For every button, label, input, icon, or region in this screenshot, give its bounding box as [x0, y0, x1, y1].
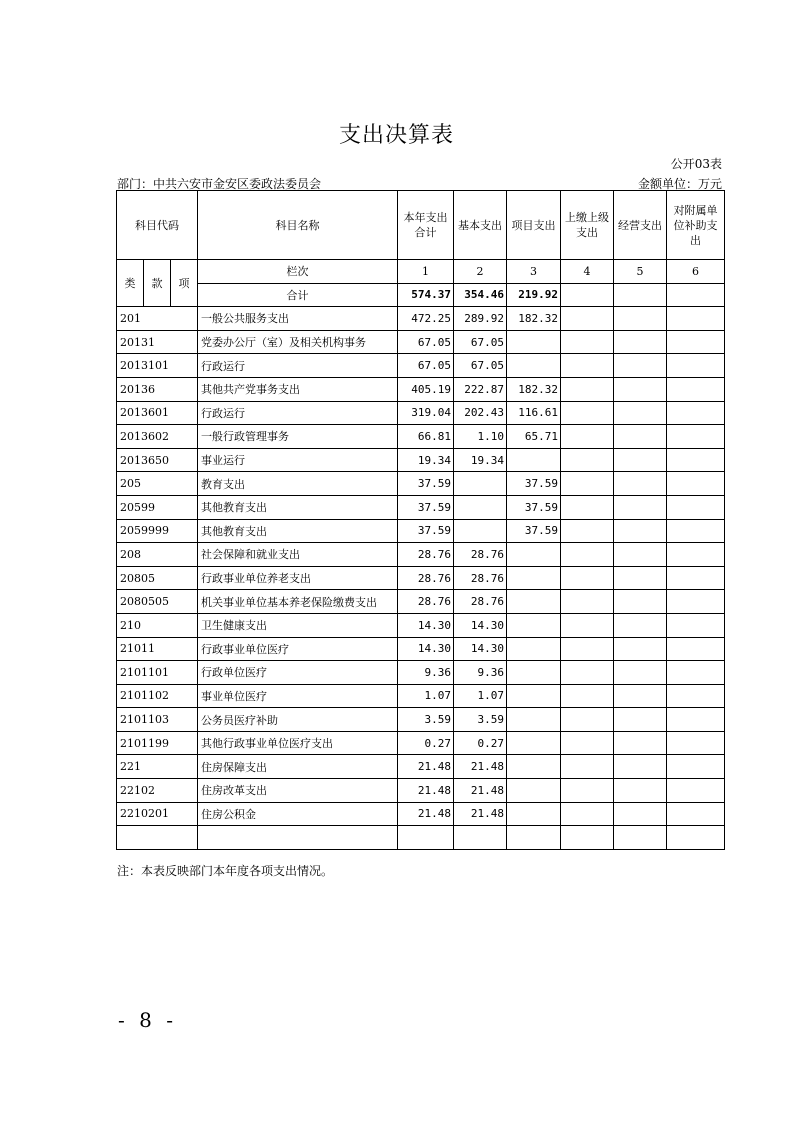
row-name: 其他共产党事务支出 — [198, 377, 398, 401]
totals-row — [117, 283, 725, 307]
row-total: 28.76 — [398, 543, 454, 567]
empty-cell — [614, 826, 667, 850]
row-name: 机关事业单位基本养老保险缴费支出 — [198, 590, 398, 614]
table-row — [117, 590, 725, 614]
row-business — [614, 307, 667, 331]
row-upper — [561, 425, 614, 449]
row-upper — [561, 472, 614, 496]
header-subject-code: 科目代码 — [117, 191, 198, 260]
row-business — [614, 779, 667, 803]
totals-business — [614, 283, 667, 307]
row-code: 2013601 — [117, 401, 198, 425]
row-basic: 14.30 — [454, 637, 507, 661]
row-total: 21.48 — [398, 755, 454, 779]
totals-subsidy — [667, 283, 725, 307]
row-subsidy — [667, 684, 725, 708]
table-row — [117, 377, 725, 401]
row-business — [614, 590, 667, 614]
row-business — [614, 802, 667, 826]
row-subsidy — [667, 590, 725, 614]
page-number: - 8 - — [118, 1008, 177, 1032]
row-business — [614, 425, 667, 449]
row-basic: 202.43 — [454, 401, 507, 425]
row-upper — [561, 401, 614, 425]
row-basic: 67.05 — [454, 354, 507, 378]
row-name: 社会保障和就业支出 — [198, 543, 398, 567]
row-business — [614, 684, 667, 708]
row-upper — [561, 755, 614, 779]
row-basic — [454, 519, 507, 543]
table-row — [117, 425, 725, 449]
row-upper — [561, 708, 614, 732]
row-code: 20131 — [117, 330, 198, 354]
row-upper — [561, 802, 614, 826]
expenditure-table — [116, 190, 725, 850]
header-lei: 类 — [117, 260, 144, 307]
header-project: 项目支出 — [507, 191, 561, 260]
row-basic: 21.48 — [454, 802, 507, 826]
row-upper — [561, 684, 614, 708]
row-code: 221 — [117, 755, 198, 779]
table-row — [117, 566, 725, 590]
row-name: 教育支出 — [198, 472, 398, 496]
row-code: 20805 — [117, 566, 198, 590]
row-project — [507, 448, 561, 472]
empty-cell — [398, 826, 454, 850]
table-row — [117, 401, 725, 425]
row-business — [614, 731, 667, 755]
row-project: 116.61 — [507, 401, 561, 425]
row-project — [507, 708, 561, 732]
row-basic: 3.59 — [454, 708, 507, 732]
row-subsidy — [667, 519, 725, 543]
row-total: 66.81 — [398, 425, 454, 449]
table-row — [117, 543, 725, 567]
row-upper — [561, 448, 614, 472]
row-basic — [454, 472, 507, 496]
row-project — [507, 590, 561, 614]
empty-cell — [667, 826, 725, 850]
row-total: 405.19 — [398, 377, 454, 401]
table-row — [117, 755, 725, 779]
row-name: 行政事业单位养老支出 — [198, 566, 398, 590]
row-basic: 222.87 — [454, 377, 507, 401]
row-project — [507, 802, 561, 826]
row-subsidy — [667, 354, 725, 378]
row-name: 一般公共服务支出 — [198, 307, 398, 331]
row-basic: 19.34 — [454, 448, 507, 472]
row-total: 319.04 — [398, 401, 454, 425]
row-total: 1.07 — [398, 684, 454, 708]
row-total: 37.59 — [398, 472, 454, 496]
header-business: 经营支出 — [614, 191, 667, 260]
row-subsidy — [667, 377, 725, 401]
row-upper — [561, 307, 614, 331]
empty-cell — [198, 826, 398, 850]
row-code: 20599 — [117, 495, 198, 519]
row-total: 3.59 — [398, 708, 454, 732]
row-subsidy — [667, 401, 725, 425]
row-project: 182.32 — [507, 307, 561, 331]
row-code: 21011 — [117, 637, 198, 661]
table-row — [117, 684, 725, 708]
row-name: 事业运行 — [198, 448, 398, 472]
row-project — [507, 684, 561, 708]
row-total: 472.25 — [398, 307, 454, 331]
totals-total: 574.37 — [398, 283, 454, 307]
row-subsidy — [667, 307, 725, 331]
row-upper — [561, 519, 614, 543]
row-code: 2013602 — [117, 425, 198, 449]
row-business — [614, 613, 667, 637]
row-basic: 21.48 — [454, 755, 507, 779]
row-total: 9.36 — [398, 661, 454, 685]
row-code: 2210201 — [117, 802, 198, 826]
row-subsidy — [667, 708, 725, 732]
row-basic: 14.30 — [454, 613, 507, 637]
row-project — [507, 566, 561, 590]
row-upper — [561, 590, 614, 614]
row-subsidy — [667, 543, 725, 567]
row-project — [507, 731, 561, 755]
row-subsidy — [667, 661, 725, 685]
row-business — [614, 472, 667, 496]
row-code: 205 — [117, 472, 198, 496]
row-total: 21.48 — [398, 802, 454, 826]
table-row — [117, 661, 725, 685]
table-row — [117, 448, 725, 472]
row-subsidy — [667, 731, 725, 755]
row-name: 行政单位医疗 — [198, 661, 398, 685]
row-upper — [561, 566, 614, 590]
row-subsidy — [667, 637, 725, 661]
row-code: 2013101 — [117, 354, 198, 378]
row-business — [614, 495, 667, 519]
row-total: 28.76 — [398, 590, 454, 614]
row-name: 行政事业单位医疗 — [198, 637, 398, 661]
row-business — [614, 448, 667, 472]
table-row — [117, 354, 725, 378]
row-business — [614, 519, 667, 543]
row-basic: 28.76 — [454, 566, 507, 590]
department-label: 部门：中共六安市金安区委政法委员会 — [117, 177, 322, 191]
row-basic: 9.36 — [454, 661, 507, 685]
row-project — [507, 543, 561, 567]
row-basic: 28.76 — [454, 590, 507, 614]
row-project — [507, 779, 561, 803]
row-code: 2101199 — [117, 731, 198, 755]
row-code: 210 — [117, 613, 198, 637]
row-code: 2080505 — [117, 590, 198, 614]
row-project — [507, 330, 561, 354]
row-total: 0.27 — [398, 731, 454, 755]
row-name: 行政运行 — [198, 354, 398, 378]
row-name: 卫生健康支出 — [198, 613, 398, 637]
row-subsidy — [667, 330, 725, 354]
row-business — [614, 401, 667, 425]
row-subsidy — [667, 448, 725, 472]
row-total: 37.59 — [398, 495, 454, 519]
row-code: 20136 — [117, 377, 198, 401]
row-name: 其他行政事业单位医疗支出 — [198, 731, 398, 755]
row-subsidy — [667, 613, 725, 637]
totals-basic: 354.46 — [454, 283, 507, 307]
row-code: 2101102 — [117, 684, 198, 708]
table-row — [117, 330, 725, 354]
row-name: 事业单位医疗 — [198, 684, 398, 708]
row-upper — [561, 779, 614, 803]
row-project: 37.59 — [507, 472, 561, 496]
row-project — [507, 661, 561, 685]
row-name: 党委办公厅（室）及相关机构事务 — [198, 330, 398, 354]
row-name: 公务员医疗补助 — [198, 708, 398, 732]
row-code: 2059999 — [117, 519, 198, 543]
row-business — [614, 661, 667, 685]
empty-cell — [454, 826, 507, 850]
header-subsidy: 对附属单位补助支出 — [667, 191, 725, 260]
col-index-1: 1 — [398, 260, 454, 284]
row-subsidy — [667, 425, 725, 449]
table-row — [117, 637, 725, 661]
row-project — [507, 354, 561, 378]
empty-row — [117, 826, 725, 850]
row-total: 14.30 — [398, 637, 454, 661]
table-note: 注：本表反映部门本年度各项支出情况。 — [117, 864, 334, 878]
unit-label: 金额单位：万元 — [637, 177, 722, 191]
header-xiang: 项 — [171, 260, 198, 307]
row-code: 2101101 — [117, 661, 198, 685]
table-row — [117, 708, 725, 732]
row-upper — [561, 661, 614, 685]
row-upper — [561, 330, 614, 354]
row-basic: 289.92 — [454, 307, 507, 331]
row-code: 2101103 — [117, 708, 198, 732]
row-project: 37.59 — [507, 495, 561, 519]
row-subsidy — [667, 755, 725, 779]
row-upper — [561, 377, 614, 401]
row-basic: 0.27 — [454, 731, 507, 755]
row-basic: 1.07 — [454, 684, 507, 708]
col-index-3: 3 — [507, 260, 561, 284]
row-project: 65.71 — [507, 425, 561, 449]
table-row — [117, 307, 725, 331]
row-code: 22102 — [117, 779, 198, 803]
row-total: 14.30 — [398, 613, 454, 637]
row-basic: 21.48 — [454, 779, 507, 803]
col-index-5: 5 — [614, 260, 667, 284]
header-lanci: 栏次 — [198, 260, 398, 284]
row-total: 67.05 — [398, 330, 454, 354]
table-row — [117, 495, 725, 519]
row-project — [507, 637, 561, 661]
table-row — [117, 472, 725, 496]
row-project — [507, 613, 561, 637]
row-name: 一般行政管理事务 — [198, 425, 398, 449]
row-basic: 67.05 — [454, 330, 507, 354]
row-project — [507, 755, 561, 779]
row-business — [614, 543, 667, 567]
row-subsidy — [667, 779, 725, 803]
row-upper — [561, 543, 614, 567]
row-business — [614, 354, 667, 378]
row-total: 19.34 — [398, 448, 454, 472]
totals-project: 219.92 — [507, 283, 561, 307]
header-kuan: 款 — [144, 260, 171, 307]
row-business — [614, 566, 667, 590]
row-upper — [561, 495, 614, 519]
row-name: 其他教育支出 — [198, 495, 398, 519]
page-title: 支出决算表 — [338, 123, 454, 148]
row-business — [614, 708, 667, 732]
form-code: 公开03表 — [670, 157, 722, 171]
row-name: 住房公积金 — [198, 802, 398, 826]
row-code: 201 — [117, 307, 198, 331]
header-total: 本年支出合计 — [398, 191, 454, 260]
row-total: 37.59 — [398, 519, 454, 543]
empty-cell — [507, 826, 561, 850]
row-name: 其他教育支出 — [198, 519, 398, 543]
row-total: 67.05 — [398, 354, 454, 378]
table-row — [117, 519, 725, 543]
table-row — [117, 779, 725, 803]
row-name: 住房改革支出 — [198, 779, 398, 803]
empty-cell — [117, 826, 198, 850]
row-basic: 1.10 — [454, 425, 507, 449]
header-subject-name: 科目名称 — [198, 191, 398, 260]
empty-cell — [561, 826, 614, 850]
row-upper — [561, 613, 614, 637]
col-index-4: 4 — [561, 260, 614, 284]
col-index-2: 2 — [454, 260, 507, 284]
totals-upper — [561, 283, 614, 307]
row-basic: 28.76 — [454, 543, 507, 567]
row-business — [614, 377, 667, 401]
row-upper — [561, 731, 614, 755]
row-total: 28.76 — [398, 566, 454, 590]
row-subsidy — [667, 495, 725, 519]
table-row — [117, 802, 725, 826]
row-business — [614, 637, 667, 661]
header-basic: 基本支出 — [454, 191, 507, 260]
row-subsidy — [667, 802, 725, 826]
row-name: 住房保障支出 — [198, 755, 398, 779]
header-upper: 上缴上级支出 — [561, 191, 614, 260]
row-business — [614, 755, 667, 779]
row-project: 182.32 — [507, 377, 561, 401]
row-upper — [561, 354, 614, 378]
row-upper — [561, 637, 614, 661]
col-index-6: 6 — [667, 260, 725, 284]
row-business — [614, 330, 667, 354]
row-subsidy — [667, 472, 725, 496]
row-total: 21.48 — [398, 779, 454, 803]
row-code: 2013650 — [117, 448, 198, 472]
row-name: 行政运行 — [198, 401, 398, 425]
row-project: 37.59 — [507, 519, 561, 543]
row-basic — [454, 495, 507, 519]
row-subsidy — [667, 566, 725, 590]
row-code: 208 — [117, 543, 198, 567]
totals-label: 合计 — [198, 283, 398, 307]
table-row — [117, 731, 725, 755]
table-row — [117, 613, 725, 637]
